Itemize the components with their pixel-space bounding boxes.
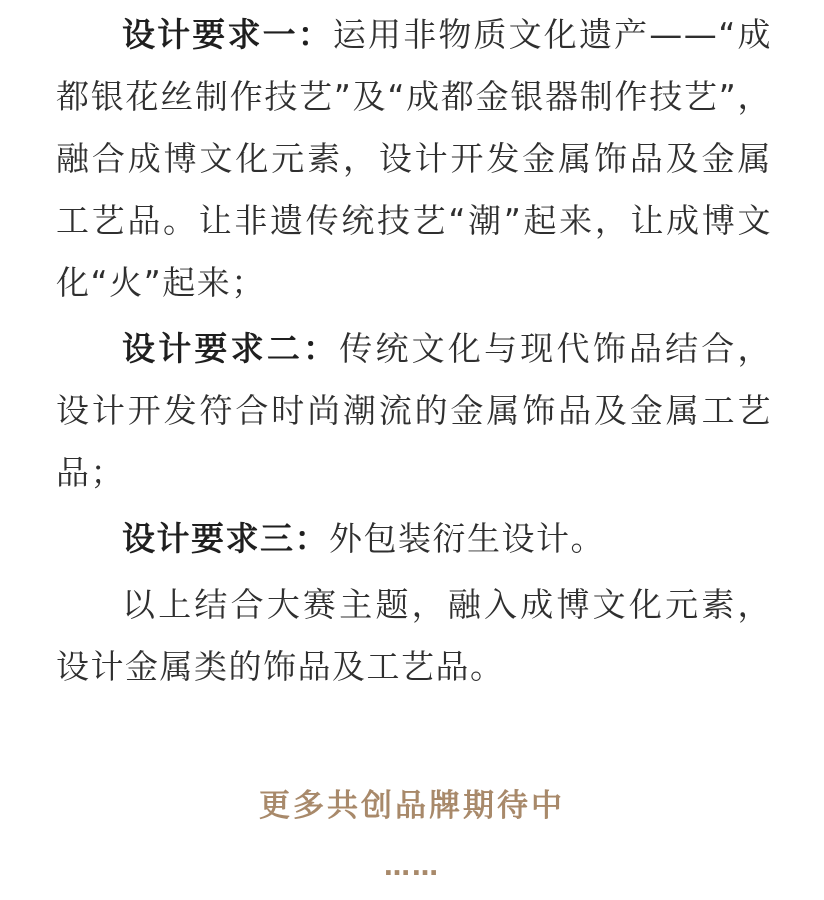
footer-ellipsis: …… xyxy=(384,852,440,882)
requirement-text-2: 传统文化与现代饰品结合，设计开发符合时尚潮流的金属饰品及金属工艺品； xyxy=(56,329,773,492)
requirement-label-2: 设计要求二： xyxy=(122,329,340,368)
article-body xyxy=(56,4,772,702)
summary-paragraph xyxy=(56,574,772,698)
requirement-text-3: 外包装衍生设计。 xyxy=(329,519,605,558)
requirement-paragraph-2 xyxy=(56,318,772,504)
footer-title: 更多共创品牌期待中 xyxy=(259,788,565,824)
requirement-text-1: 运用非物质文化遗产——“成都银花丝制作技艺”及“成都金银器制作技艺”，融合成博文化元素，设计开发金属饰品及金属工艺品。让非遗传统技艺“潮”起来，让成博文化“火”起来； xyxy=(56,15,772,302)
requirement-label-1: 设计要求一： xyxy=(122,15,333,54)
requirement-label-3: 设计要求三： xyxy=(122,519,329,558)
requirement-paragraph-1 xyxy=(56,4,772,314)
requirement-paragraph-3 xyxy=(56,508,772,570)
summary-text: 以上结合大赛主题，融入成博文化元素，设计金属类的饰品及工艺品。 xyxy=(56,585,772,686)
